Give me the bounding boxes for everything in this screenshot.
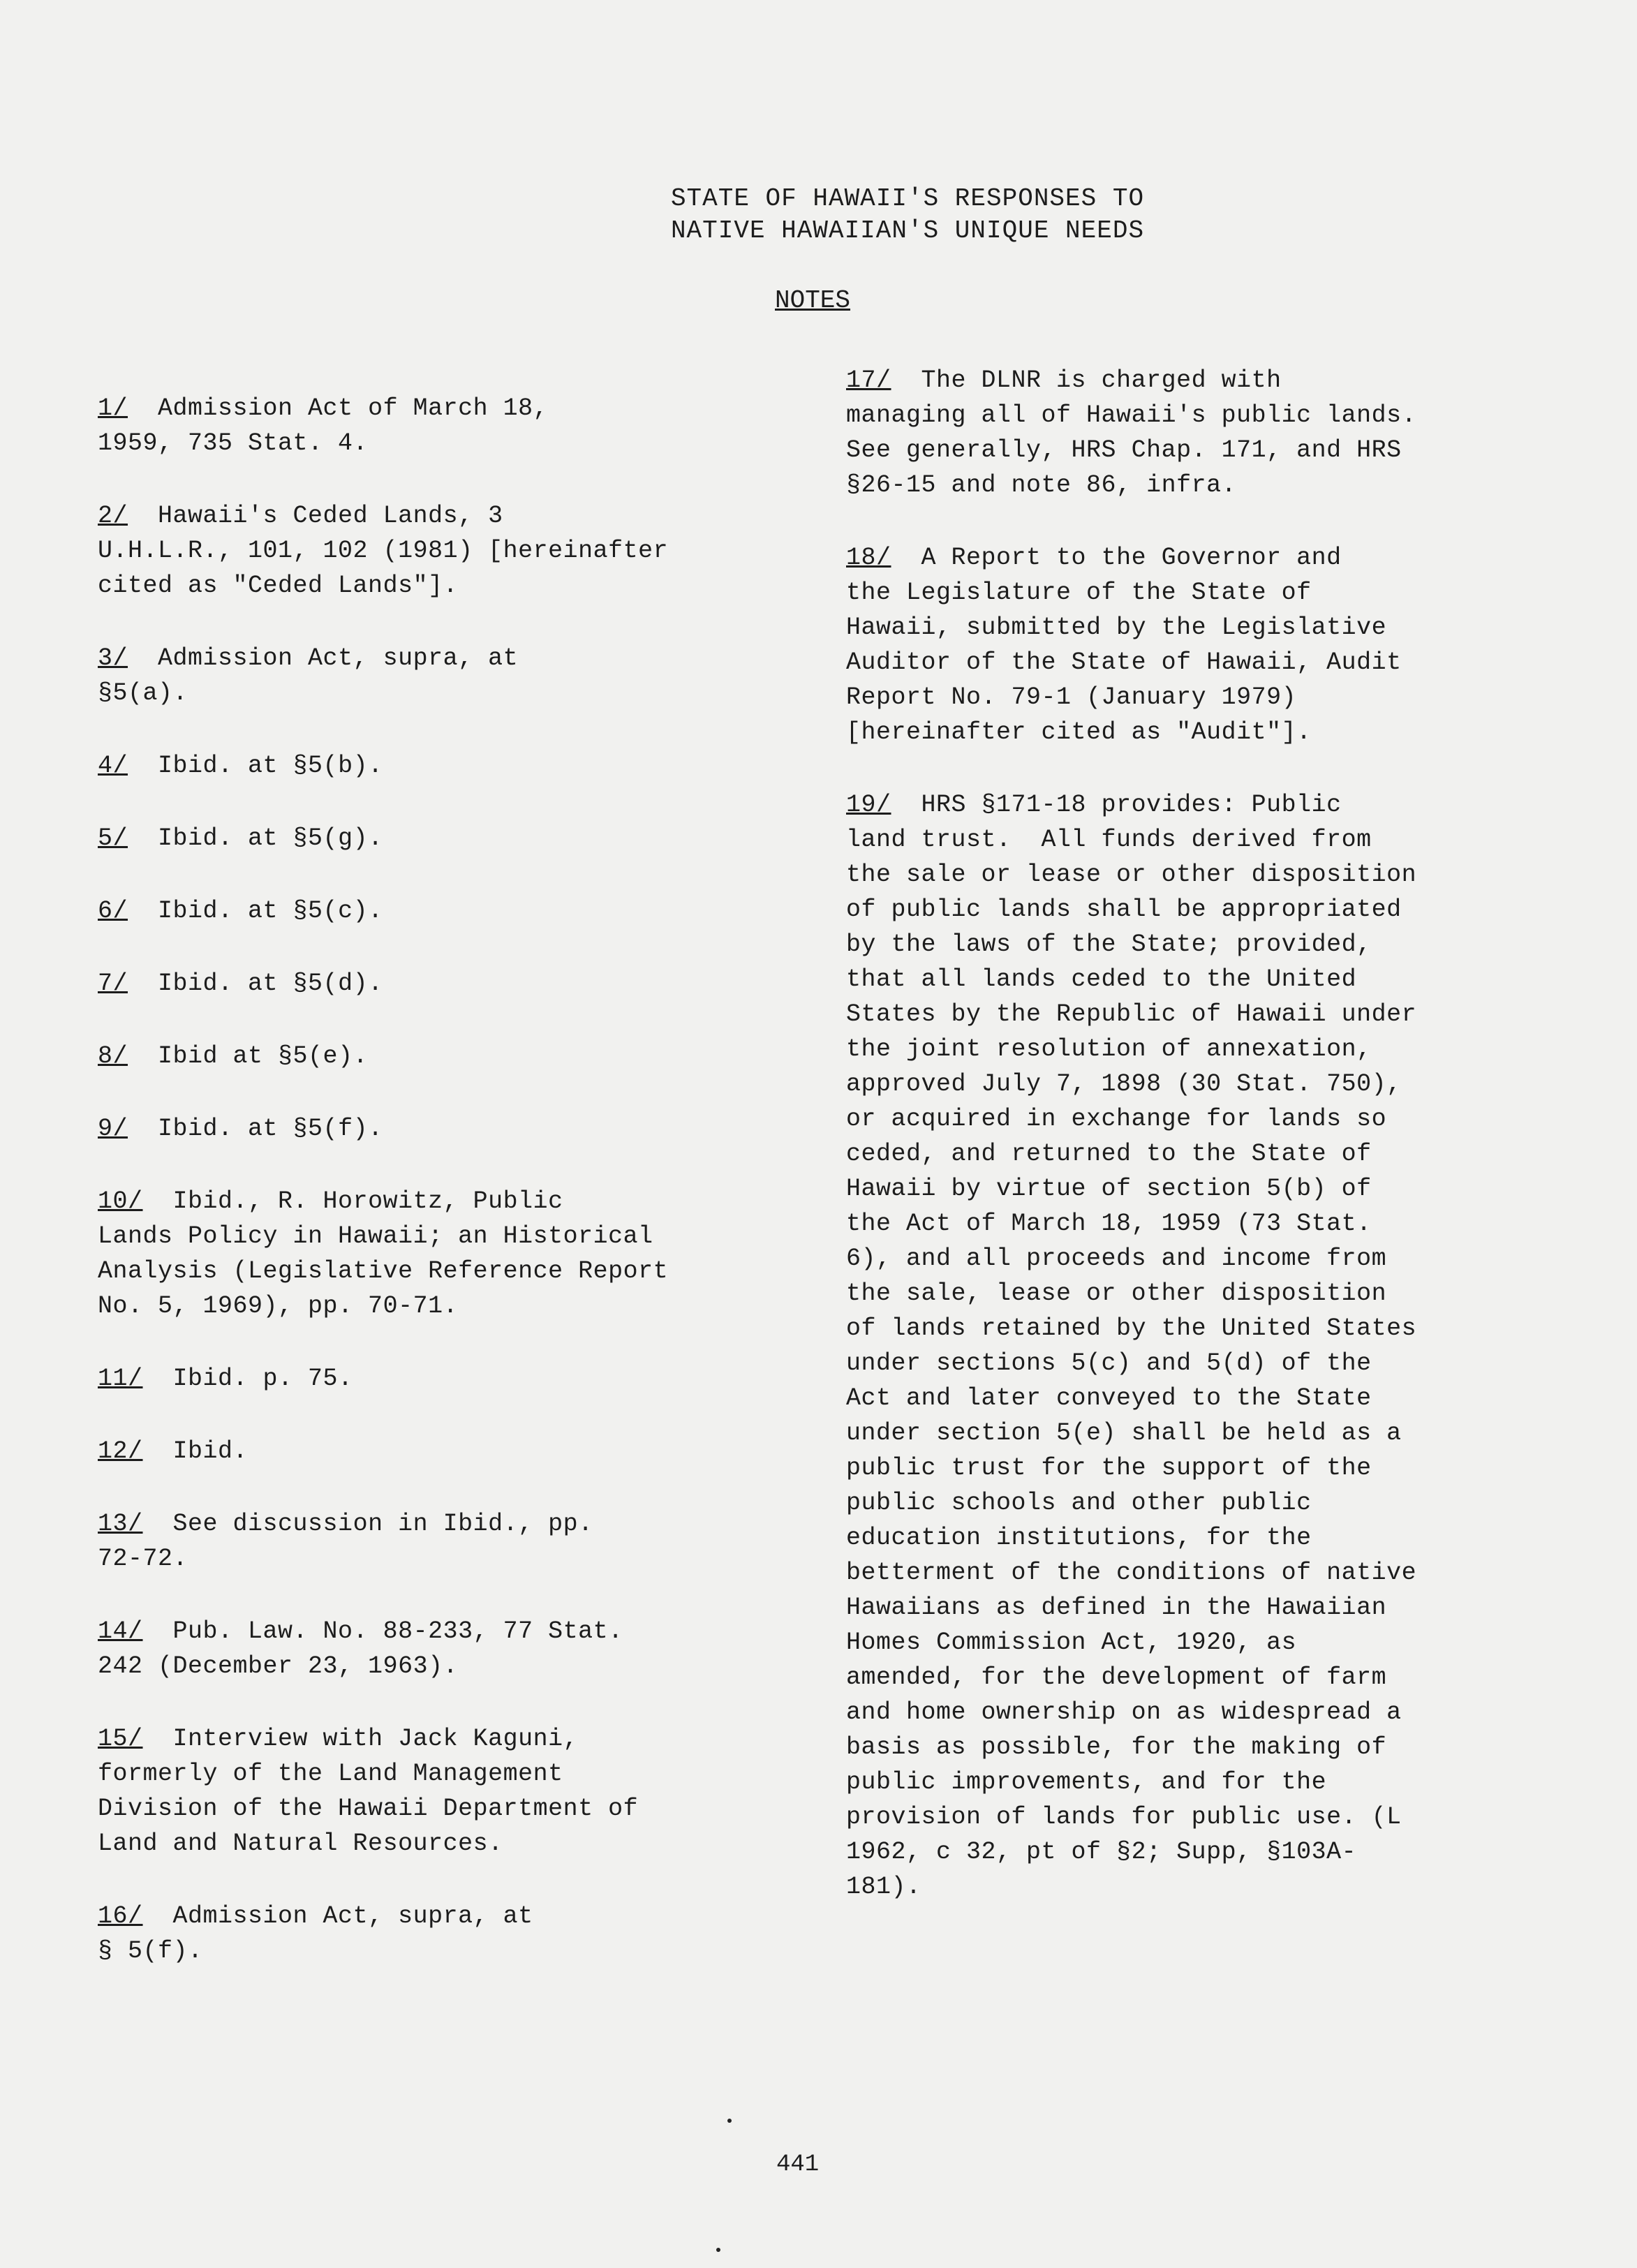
footnote-text: Ibid. xyxy=(142,1437,249,1465)
footnote-number: 19/ xyxy=(846,791,891,819)
footnote xyxy=(98,391,796,461)
header-line-2: NATIVE HAWAIIAN'S UNIQUE NEEDS xyxy=(670,216,1145,245)
footnote-number: 3/ xyxy=(98,644,128,672)
footnote xyxy=(98,1361,796,1396)
footnote xyxy=(98,1111,796,1146)
footnote-number: 5/ xyxy=(98,824,128,852)
footnote xyxy=(846,787,1530,1904)
footnote-text: Pub. Law. No. 88-233, 77 Stat. 242 (December 23, 1963). xyxy=(98,1617,623,1680)
footnote-text: Ibid. at §5(g). xyxy=(128,824,383,852)
footnote-text: A Report to the Governor and the Legislature of the State of Hawaii, submitted by the Legislative Auditor of the State of Hawaii, Audit Report No. 79-1 (January 1979) [hereinafter cited as "Audit"]. xyxy=(846,544,1402,746)
footnote-text: Admission Act, supra, at §5(a). xyxy=(98,644,519,707)
footnote xyxy=(98,1721,796,1861)
footnote xyxy=(846,540,1530,750)
footnote-number: 14/ xyxy=(98,1617,143,1645)
footnote-number: 15/ xyxy=(98,1725,143,1753)
footnote xyxy=(98,966,796,1001)
footnote-text: Ibid. p. 75. xyxy=(142,1365,353,1393)
footnote-number: 6/ xyxy=(98,897,128,925)
footnote-number: 12/ xyxy=(98,1437,143,1465)
footnote-text: The DLNR is charged with managing all of Hawaii's public lands. See generally, HRS Chap. 171, and HRS §26-15 and note 86, infra. xyxy=(846,366,1417,499)
footnote xyxy=(846,363,1530,503)
footnote-number: 11/ xyxy=(98,1365,143,1393)
footnote-number: 7/ xyxy=(98,970,128,998)
notes-left-column xyxy=(98,391,796,2006)
footnote-number: 8/ xyxy=(98,1042,128,1070)
footnote-number: 17/ xyxy=(846,366,891,394)
footnote-text: HRS §171-18 provides: Public land trust. All funds derived from the sale or lease or other disposition of public lands shall be appropriated by the laws of the State; provided, that all lands ceded to the United States by the Republic of Hawaii under the joint resolution of annexation, approved July 7, 1898 (30 Stat. 750), or acquired in exchange for lands so ceded, and returned to the State of Hawaii by virtue of section 5(b) of the Act of March 18, 1959 (73 Stat. 6), and all proceeds and income from the sale, lease or other disposition of lands retained by the United States under sections 5(c) and 5(d) of the Act and later conveyed to the State under section 5(e) shall be held as a public trust for the support of the public schools and other public education institutions, for the betterment of the conditions of native Hawaiians as defined in the Hawaiian Homes Commission Act, 1920, as amended, for the development of farm and home ownership on as widespread a basis as possible, for the making of public improvements, and for the provision of lands for public use. (L 1962, c 32, pt of §2; Supp, §103A- 181). xyxy=(846,791,1417,1901)
scan-speck xyxy=(716,2248,720,2252)
footnote xyxy=(98,1434,796,1469)
header-line-1: STATE OF HAWAII'S RESPONSES TO xyxy=(670,184,1145,213)
footnote-number: 10/ xyxy=(98,1187,143,1215)
footnote-text: Ibid. at §5(f). xyxy=(128,1115,383,1143)
footnote xyxy=(98,821,796,856)
footnote-text: Ibid. at §5(d). xyxy=(128,970,383,998)
footnote-text: Hawaii's Ceded Lands, 3 U.H.L.R., 101, 102 (1981) [hereinafter cited as "Ceded Lands"]. xyxy=(98,502,669,600)
footnote-number: 9/ xyxy=(98,1115,128,1143)
footnote-text: Interview with Jack Kaguni, formerly of the Land Management Division of the Hawaii Department of Land and Natural Resources. xyxy=(98,1725,639,1858)
footnote-number: 4/ xyxy=(98,752,128,780)
page-number: 441 xyxy=(776,2151,820,2178)
footnote xyxy=(98,498,796,603)
footnote-text: Ibid. at §5(c). xyxy=(128,897,383,925)
footnote xyxy=(98,894,796,928)
footnote-number: 16/ xyxy=(98,1902,143,1930)
notes-heading: NOTES xyxy=(775,286,851,315)
footnote xyxy=(98,748,796,783)
footnote-text: Ibid., R. Horowitz, Public Lands Policy in Hawaii; an Historical Analysis (Legislative Reference Report No. 5, 1969), pp. 70-71. xyxy=(98,1187,669,1320)
footnote-text: Ibid at §5(e). xyxy=(128,1042,369,1070)
footnote-text: Admission Act, supra, at § 5(f). xyxy=(98,1902,533,1965)
footnote-text: Ibid. at §5(b). xyxy=(128,752,383,780)
document-header xyxy=(489,183,1326,247)
footnote xyxy=(98,1039,796,1074)
footnote xyxy=(98,1506,796,1576)
footnote xyxy=(98,1899,796,1969)
footnote xyxy=(98,1184,796,1324)
footnote xyxy=(98,1614,796,1684)
footnote-number: 13/ xyxy=(98,1510,143,1538)
footnote-text: Admission Act of March 18, 1959, 735 Stat. 4. xyxy=(98,394,549,457)
footnote-text: See discussion in Ibid., pp. 72-72. xyxy=(98,1510,593,1573)
footnote-number: 2/ xyxy=(98,502,128,530)
footnote-number: 18/ xyxy=(846,544,891,572)
scan-speck xyxy=(727,2119,732,2123)
footnote-number: 1/ xyxy=(98,394,128,422)
notes-right-column xyxy=(846,363,1530,1942)
footnote xyxy=(98,641,796,711)
